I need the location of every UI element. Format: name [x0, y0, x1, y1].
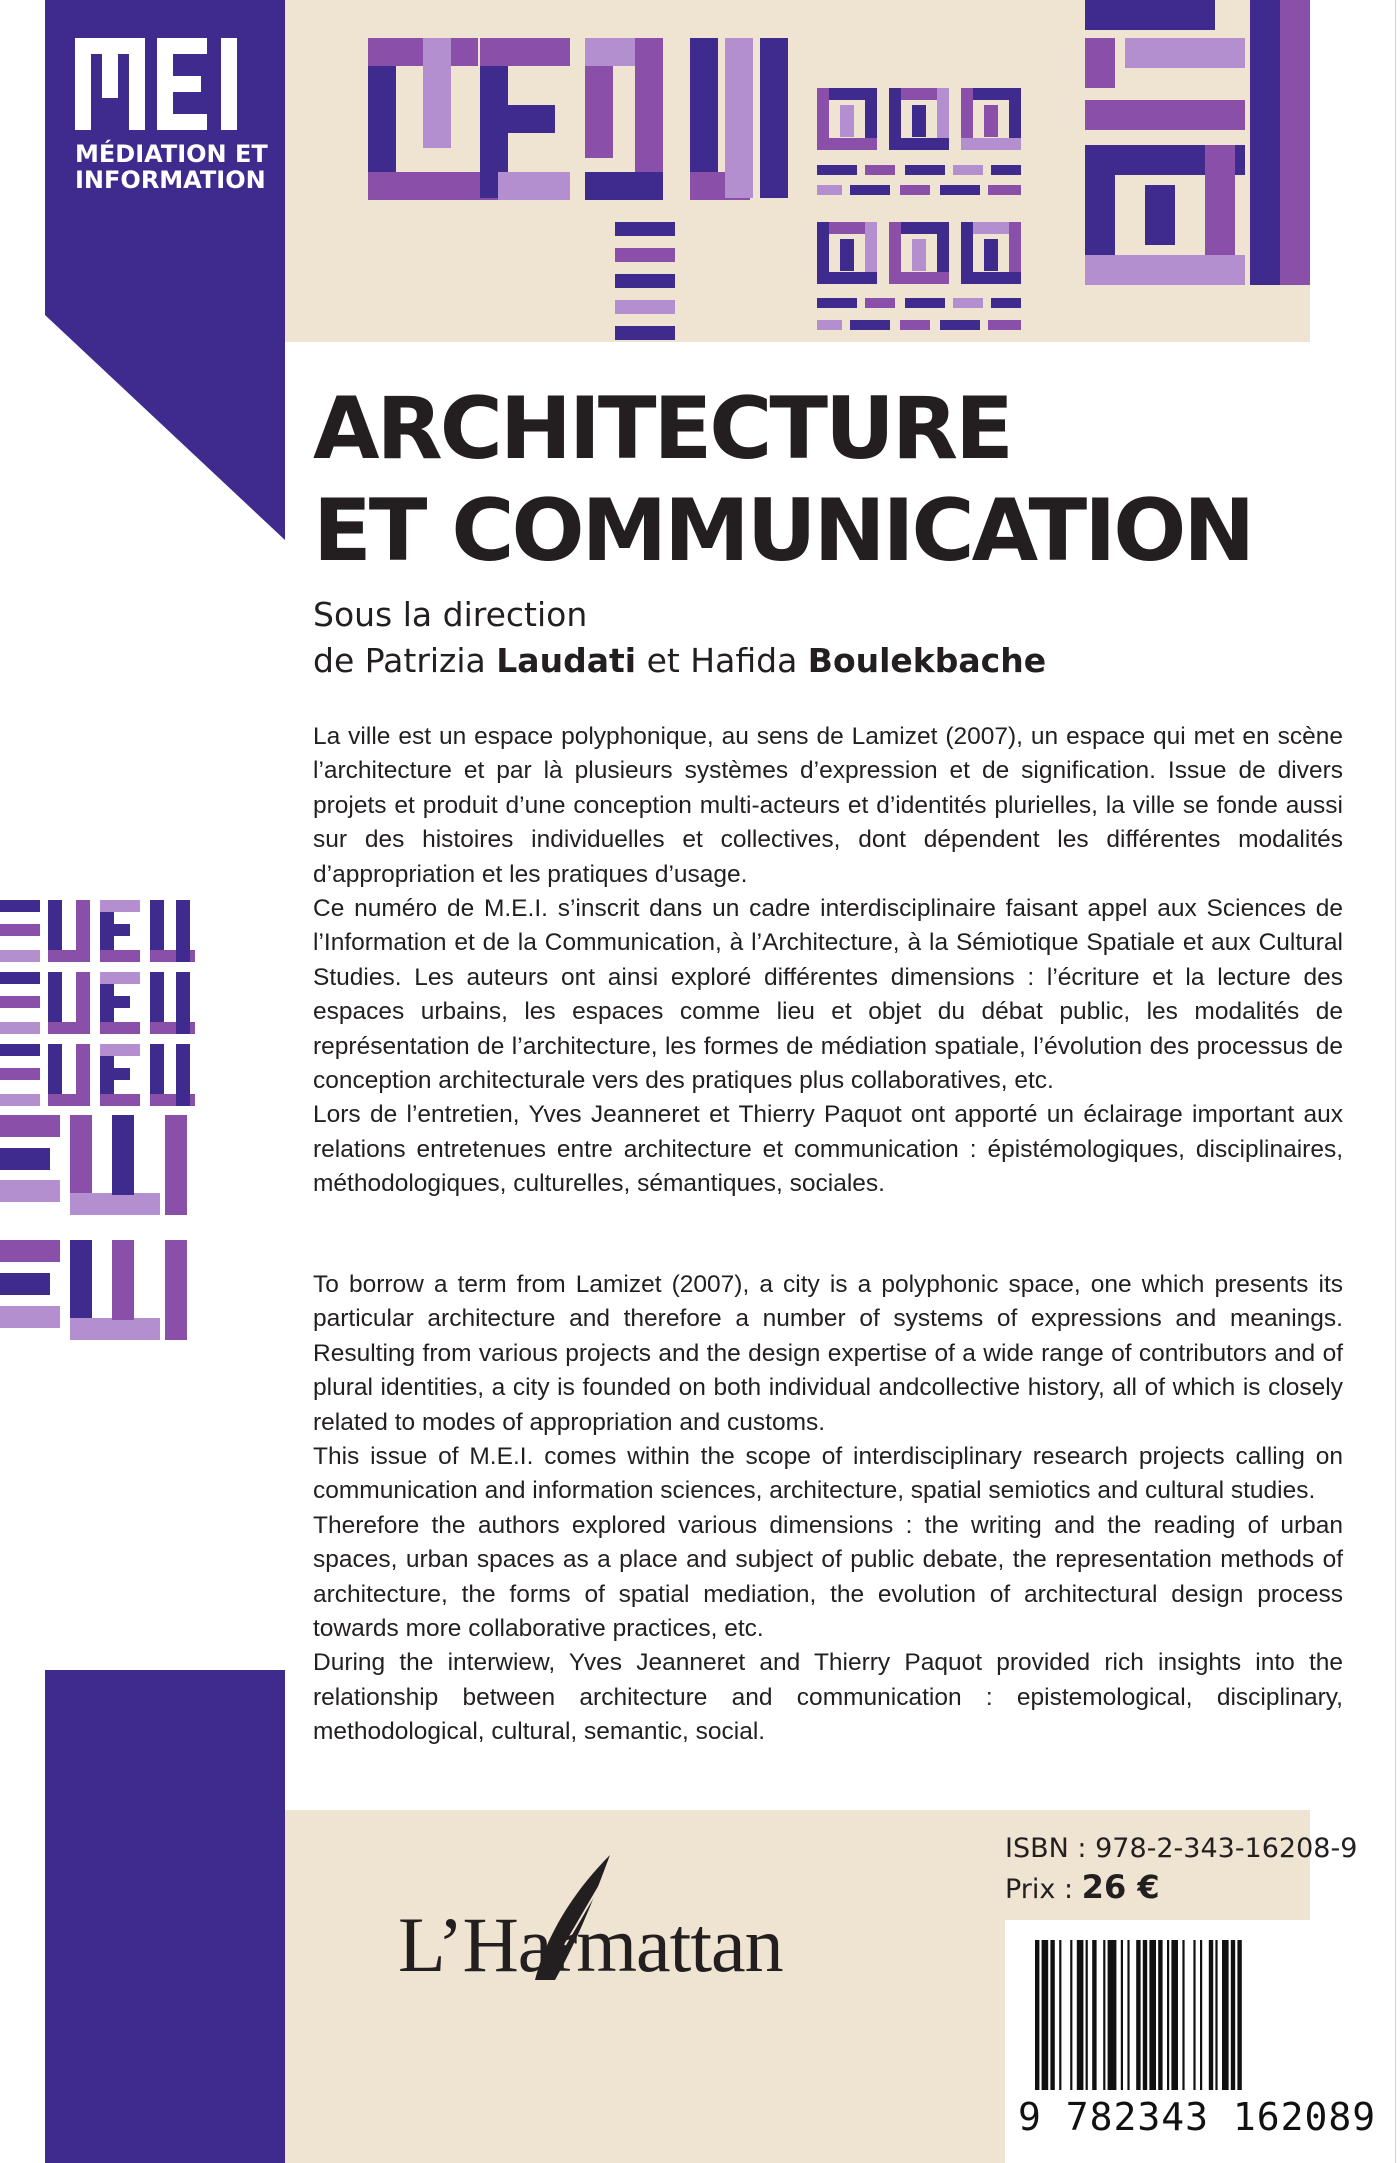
price-label: Prix : [1005, 1874, 1074, 1905]
right-edge [1395, 0, 1396, 2163]
barcode-bar [1092, 1940, 1096, 2090]
editor-name-2: Boulekbache [807, 641, 1047, 680]
direction-line-2 [313, 638, 1046, 684]
barcode-bar [1108, 1940, 1117, 2090]
barcode-bar [1237, 1940, 1241, 2090]
barcode-bar [1158, 1940, 1162, 2090]
abstract-fr-paragraph: Lors de l’entretien, Yves Jeanneret et Thierry Paquot ont apporté un éclairage important aux relations entretenues entre architecture et communication : épistémologiques, disciplinaires, méthodologiques, culturelles, sémantiques, sociales. [313, 1101, 1343, 1198]
barcode-bar [1182, 1940, 1184, 2090]
mei-logo [75, 38, 255, 133]
pattern-small-column [615, 222, 675, 340]
abstract-english [313, 1268, 1343, 1750]
barcode-bar [1050, 1940, 1054, 2090]
direction-connector: et Hafida [646, 641, 798, 680]
title-line-2: ET COMMUNICATION [313, 481, 1253, 581]
barcode-bar [1042, 1940, 1049, 2090]
isbn: ISBN : 978-2-343-16208-9 [1005, 1833, 1358, 1864]
left-side-pattern [0, 880, 200, 1360]
editors [313, 592, 1046, 684]
pattern-row-1 [0, 900, 195, 962]
pattern-row-5 [0, 1240, 187, 1340]
barcode-bar [1136, 1940, 1140, 2090]
barcode-bar [1193, 1940, 1195, 2090]
direction-prefix: de Patrizia [313, 641, 486, 680]
barcode-bar [1215, 1940, 1217, 2090]
barcode-bar [1143, 1940, 1147, 2090]
abstract-en-paragraph: During the interwiew, Yves Jeanneret and Thierry Paquot provided rich insights into the relationship between architecture and communication : epistemological, disciplinary, methodological, cultural, semantic, social. [313, 1649, 1343, 1746]
top-pattern-band [285, 0, 1310, 342]
abstract-french [313, 720, 1343, 1202]
barcode-bar [1086, 1940, 1088, 2090]
abstract-en-paragraph: To borrow a term from Lamizet (2007), a city is a polyphonic space, one which presents its particular architecture and therefore a number of systems of expressions and meanings. Resulting from various projects and the design expertise of a wide range of contributors and of plural identities, a city is founded on both individual andcollective history, all of which is closely related to modes of appropriation and customs. [313, 1271, 1343, 1436]
title-line-1: ARCHITECTURE [313, 379, 1011, 479]
barcode-bar [1070, 1940, 1072, 2090]
barcode-bar [1149, 1940, 1156, 2090]
isbn-block [1005, 1830, 1357, 1909]
abstract-fr-paragraph: La ville est un espace polyphonique, au sens de Lamizet (2007), un espace qui met en scène l’architecture et par là plusieurs systèmes d’expression et de signification. Issue de divers projets et produit d’une conception multi-acteurs et d’identités plurielles, la ville se fonde aussi sur des histoires individuelles et collectives, dont dépendent les différentes modalités d’appropriation et les pratiques d’usage. [313, 723, 1343, 888]
barcode-bar [1103, 1940, 1105, 2090]
publisher-name: L’Harmattan [398, 1901, 783, 1988]
barcode-bar [1127, 1940, 1129, 2090]
barcode-bar [1121, 1940, 1123, 2090]
left-side-pattern-graphic [0, 880, 200, 1360]
logo-line-2: INFORMATION [75, 166, 266, 194]
price [1005, 1868, 1357, 1909]
barcode-bar [1059, 1940, 1061, 2090]
pattern-row-2 [0, 972, 195, 1034]
mei-logo-mark [75, 38, 255, 133]
direction-line-1: Sous la direction [313, 595, 588, 634]
barcode-icon [1005, 1920, 1310, 2095]
barcode-bar [1231, 1940, 1235, 2090]
pattern-small-grid [817, 88, 1021, 330]
pattern-mei-large-right [1085, 0, 1310, 285]
pattern-mei-large-left [368, 38, 788, 200]
barcode-bar [1200, 1940, 1202, 2090]
barcode-bar [1171, 1940, 1178, 2090]
top-pattern [285, 0, 1310, 342]
logo-line-1: MÉDIATION ET [75, 140, 268, 168]
book-title [313, 378, 1252, 582]
abstract-en-paragraph: This issue of M.E.I. comes within the scope of interdisciplinary research projects calling on communication and information sciences, architecture, spatial semiotics and cultural studies. [313, 1443, 1343, 1505]
abstract-en-paragraph: Therefore the authors explored various dimensions : the writing and the reading of urban spaces, urban spaces as a place and subject of public debate, the representation methods of architecture, the forms of spatial mediation, the evolution of architectural design process towards more collaborative practices, etc. [313, 1511, 1343, 1643]
pattern-row-3 [0, 1044, 195, 1106]
barcode-digits: 9 782343 162089 [1018, 2095, 1377, 2139]
barcode-bar [1209, 1940, 1213, 2090]
bottom-left-purple-block [45, 1670, 285, 2163]
price-value: 26 € [1081, 1868, 1160, 1906]
editor-name-1: Laudati [496, 641, 637, 680]
abstract-fr-paragraph: Ce numéro de M.E.I. s’inscrit dans un cadre interdisciplinaire faisant appel aux Sciences de l’Information et de la Communication, à l’Architecture, à la Sémiotique Spatiale et aux Cultural Studies. Les auteurs ont ainsi exploré différentes dimensions : l’écriture et la lecture des espaces urbains, les espaces comme lieu et objet du débat public, les modalités de représentation de l’architecture, les formes de médiation spatiale, l’évolution des processus de conception architecturale vers des pratiques plus collaboratives, etc. [313, 895, 1343, 1095]
barcode-bar [1167, 1940, 1169, 2090]
pattern-row-4 [0, 1115, 187, 1215]
barcode-bar [1035, 1940, 1039, 2090]
barcode-bar [1222, 1940, 1229, 2090]
barcode-bar [1077, 1940, 1084, 2090]
